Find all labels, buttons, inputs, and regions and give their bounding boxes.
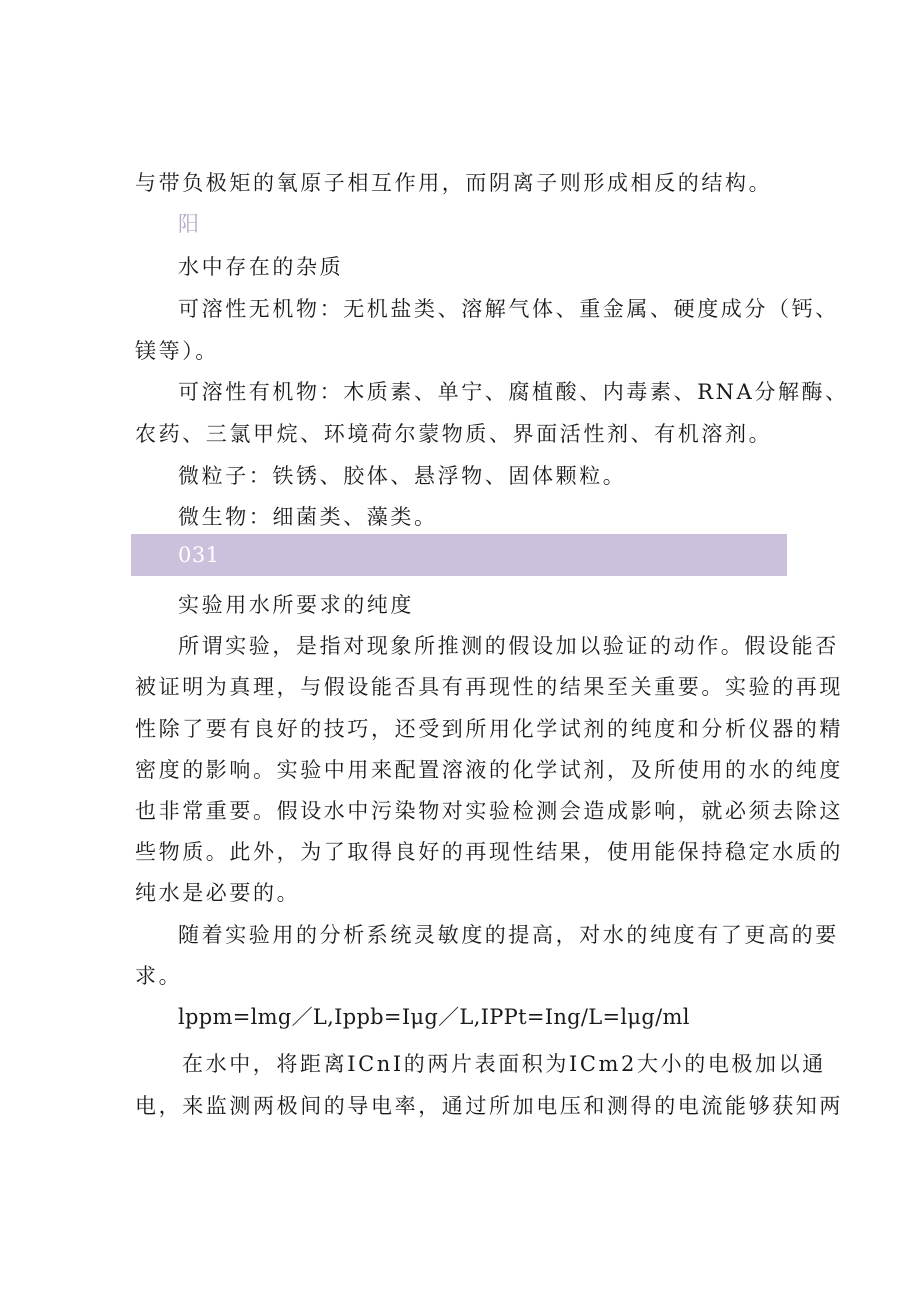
paragraph-line: 密度的影响。实验中用来配置溶液的化学试剂，及所使用的水的纯度: [135, 758, 843, 782]
paragraph-line: 农药、三氯甲烷、环境荷尔蒙物质、界面活性剂、有机溶剂。: [135, 422, 773, 446]
paragraph-line: 被证明为真理，与假设能否具有再现性的结果至关重要。实验的再现: [135, 675, 843, 699]
paragraph-line: 随着实验用的分析系统灵敏度的提高，对水的纯度有了更高的要: [178, 923, 839, 947]
paragraph-line: 性除了要有良好的技巧，还受到所用化学试剂的纯度和分析仪器的精: [135, 717, 843, 741]
section-heading: 水中存在的杂质: [178, 255, 344, 279]
section-number: 031: [178, 543, 220, 567]
paragraph-line: 电，来监测两极间的导电率，通过所加电压和测得的电流能够获知两: [135, 1094, 843, 1118]
paragraph-line: 所谓实验，是指对现象所推测的假设加以验证的动作。假设能否: [178, 634, 839, 658]
paragraph-line: 求。: [135, 964, 183, 988]
paragraph-line: 微生物：细菌类、藻类。: [178, 505, 438, 529]
paragraph-line: 些物质。此外，为了取得良好的再现性结果，使用能保持稳定水质的: [135, 840, 843, 864]
unit-formula: lppm=lmg／L,Ippb=Iμg／L,IPPt=Ing/L=lμg/ml: [178, 1005, 690, 1029]
paragraph-line: 可溶性无机物：无机盐类、溶解气体、重金属、硬度成分（钙、: [178, 297, 839, 321]
paragraph-line: 可溶性有机物：木质素、单宁、腐植酸、内毒素、RNA分解酶、: [178, 380, 849, 404]
paragraph-line: 在水中，将距离ICnI的两片表面积为ICm2大小的电极加以通: [182, 1052, 826, 1076]
paragraph-line: 微粒子：铁锈、胶体、悬浮物、固体颗粒。: [178, 464, 627, 488]
paragraph-line: 纯水是必要的。: [135, 881, 301, 905]
section-heading: 实验用水所要求的纯度: [178, 593, 414, 617]
section-band: [131, 534, 787, 576]
paragraph-line: 与带负极矩的氧原子相互作用，而阴离子则形成相反的结构。: [135, 171, 773, 195]
paragraph-line: 镁等）。: [135, 339, 219, 363]
paragraph-line: 也非常重要。假设水中污染物对实验检测会造成影响，就必须去除这: [135, 799, 843, 823]
section-marker: 阳: [178, 212, 199, 236]
